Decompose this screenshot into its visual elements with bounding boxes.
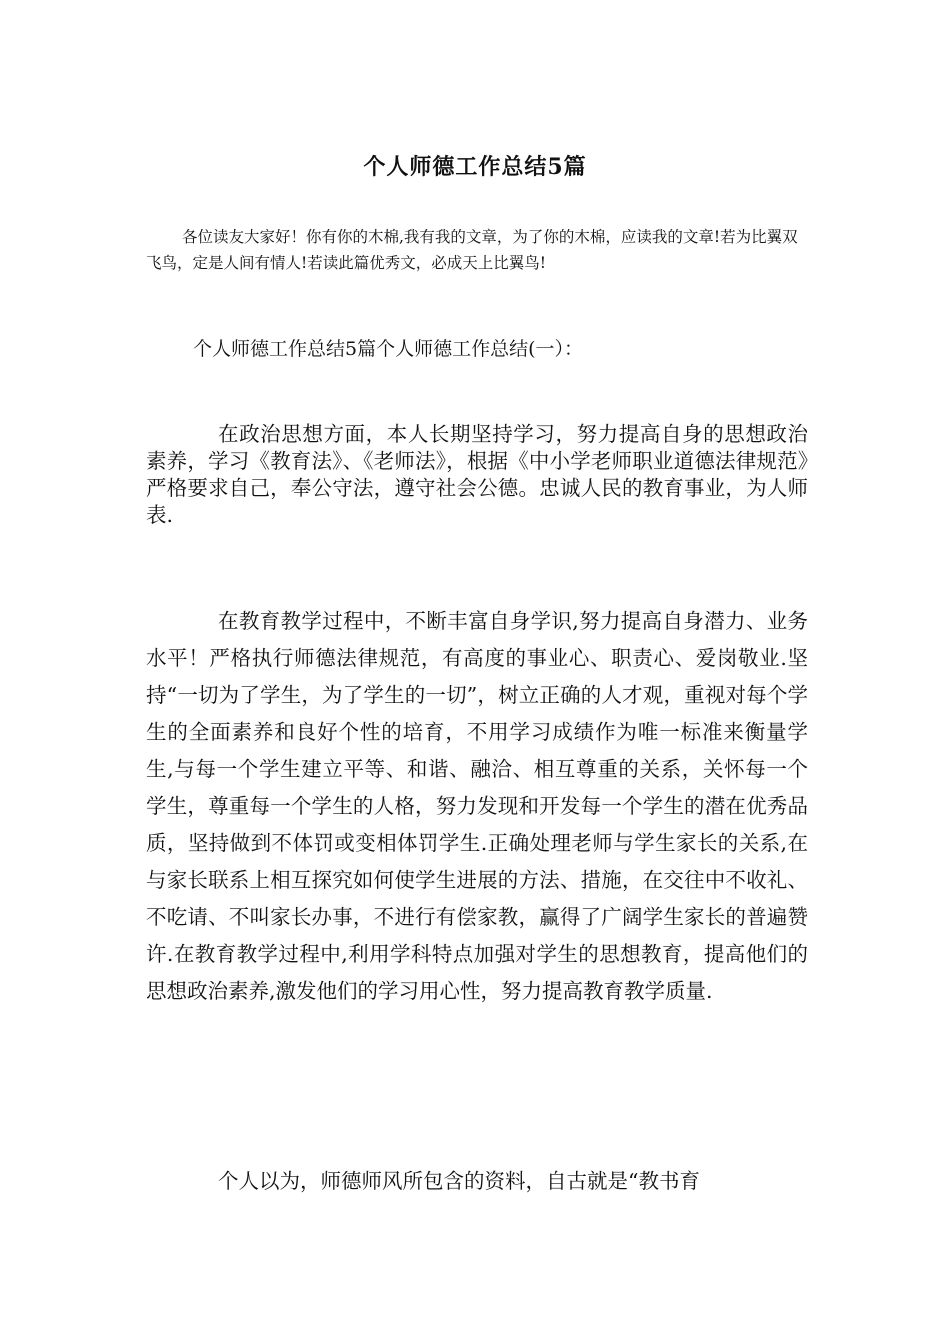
- body-paragraph-1: 在政治思想方面，本人长期坚持学习，努力提高自身的思想政治素养，学习《教育法》、《老师法》，根据《中小学老师职业道德法律规范》严格要求自己，奉公守法，遵守社会公德。忠诚人民的教育事业，为人师表.: [146, 422, 808, 527]
- document-title: 个人师德工作总结5篇: [363, 154, 587, 180]
- body-paragraph-3: 个人以为，师德师风所包含的资料，自古就是“教书育: [218, 1169, 700, 1193]
- body-paragraph-2: 在教育教学过程中，不断丰富自身学识,努力提高自身潜力、业务水平！严格执行师德法律规范，有高度的事业心、职责心、爱岗敬业.坚持“一切为了学生，为了学生的一切”，树立正确的人才观，重视对每个学生的全面素养和良好个性的培育，不用学习成绩作为唯一标准来衡量学生,与每一个学生建立平等、和谐、融洽、相互尊重的关系，关怀每一个学生，尊重每一个学生的人格，努力发现和开发每一个学生的潜在优秀品质，坚持做到不体罚或变相体罚学生.正确处理老师与学生家长的关系,在与家长联系上相互探究如何使学生进展的方法、措施，在交往中不收礼、不吃请、不叫家长办事，不进行有偿家教，赢得了广阔学生家长的普遍赞许.在教育教学过程中,利用学科特点加强对学生的思想教育，提高他们的思想政治素养,激发他们的学习用心性，努力提高教育教学质量.: [146, 609, 808, 1003]
- section-heading: 个人师德工作总结5篇个人师德工作总结(一）：: [193, 338, 584, 360]
- intro-paragraph: 各位读友大家好！你有你的木棉,我有我的文章，为了你的木棉，应读我的文章!若为比翼双飞鸟，定是人间有情人!若读此篇优秀文，必成天上比翼鸟!: [146, 228, 798, 272]
